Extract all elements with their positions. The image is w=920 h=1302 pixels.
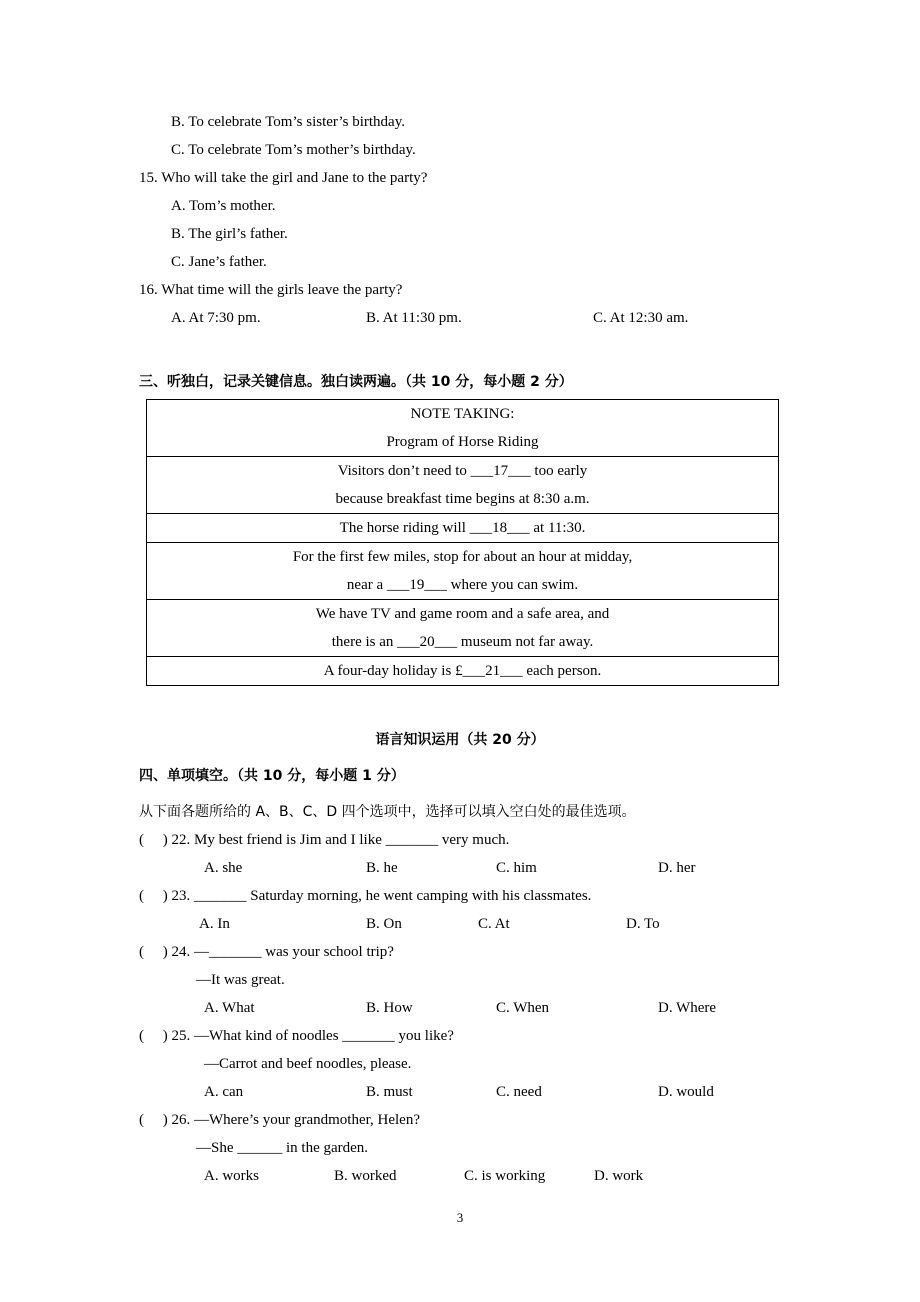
table-row xyxy=(147,400,779,457)
table-cell-line: Program of Horse Riding xyxy=(386,434,539,450)
q24-stem: ( ) 24. —_______ was your school trip? xyxy=(139,944,394,960)
q16-option-b: B. At 11:30 pm. xyxy=(366,310,462,326)
table-cell-line: Visitors don’t need to ___17___ too early xyxy=(337,463,588,479)
table-cell-line: A four-day holiday is £___21___ each person. xyxy=(323,663,602,679)
table-cell-line: near a ___19___ where you can swim. xyxy=(346,577,579,593)
table-row xyxy=(147,600,779,657)
q15-option-a: A. Tom’s mother. xyxy=(171,198,276,214)
section4-heading: 四、单项填空。（共 10 分，每小题 1 分） xyxy=(139,768,405,784)
q26-stem: ( ) 26. —Where’s your grandmother, Helen? xyxy=(139,1112,420,1128)
q22-stem: ( ) 22. My best friend is Jim and I like _______ very much. xyxy=(139,832,510,848)
table-cell-line: because breakfast time begins at 8:30 a.m. xyxy=(335,491,590,507)
q23-option-d: D. To xyxy=(626,916,660,932)
q26-reply: —She ______ in the garden. xyxy=(196,1140,369,1156)
q16-stem: 16. What time will the girls leave the party? xyxy=(139,282,403,298)
q15-option-c: C. Jane’s father. xyxy=(171,254,267,270)
q22-option-b: B. he xyxy=(366,860,398,876)
part-title: 语言知识运用（共 20 分） xyxy=(375,732,545,748)
q25-option-d: D. would xyxy=(658,1084,714,1100)
note-taking-table xyxy=(146,399,779,686)
table-cell-line: NOTE TAKING: xyxy=(410,406,515,422)
q25-reply: —Carrot and beef noodles, please. xyxy=(204,1056,412,1072)
q25-option-b: B. must xyxy=(366,1084,413,1100)
q25-option-c: C. need xyxy=(496,1084,542,1100)
q14-option-c: C. To celebrate Tom’s mother’s birthday. xyxy=(171,142,416,158)
q24-option-a: A. What xyxy=(204,1000,255,1016)
q26-option-b: B. worked xyxy=(334,1168,397,1184)
q24-option-c: C. When xyxy=(496,1000,550,1016)
table-cell-line: The horse riding will ___18___ at 11:30. xyxy=(339,520,586,536)
q24-reply: —It was great. xyxy=(196,972,285,988)
q25-option-a: A. can xyxy=(204,1084,244,1100)
q23-option-c: C. At xyxy=(478,916,510,932)
q23-stem: ( ) 23. _______ Saturday morning, he went camping with his classmates. xyxy=(139,888,592,904)
q25-stem: ( ) 25. —What kind of noodles _______ you like? xyxy=(139,1028,454,1044)
q23-option-a: A. In xyxy=(199,916,230,932)
q24-option-d: D. Where xyxy=(658,1000,717,1016)
section3-heading: 三、听独白，记录关键信息。独白读两遍。（共 10 分，每小题 2 分） xyxy=(139,374,573,390)
q26-option-c: C. is working xyxy=(464,1168,546,1184)
q15-stem: 15. Who will take the girl and Jane to the party? xyxy=(139,170,428,186)
table-row xyxy=(147,543,779,600)
q14-option-b: B. To celebrate Tom’s sister’s birthday. xyxy=(171,114,405,130)
section4-instruction: 从下面各题所给的 A、B、C、D 四个选项中，选择可以填入空白处的最佳选项。 xyxy=(139,804,636,820)
table-row xyxy=(147,657,779,686)
q26-option-d: D. work xyxy=(594,1168,644,1184)
q22-option-a: A. she xyxy=(204,860,243,876)
table-row xyxy=(147,514,779,543)
table-row xyxy=(147,457,779,514)
q16-option-c: C. At 12:30 am. xyxy=(593,310,689,326)
q16-option-a: A. At 7:30 pm. xyxy=(171,310,261,326)
q22-option-d: D. her xyxy=(658,860,696,876)
q26-option-a: A. works xyxy=(204,1168,259,1184)
q15-option-b: B. The girl’s father. xyxy=(171,226,288,242)
table-cell-line: We have TV and game room and a safe area, and xyxy=(315,606,610,622)
table-cell-line: there is an ___20___ museum not far away. xyxy=(331,634,594,650)
table-cell-line: For the first few miles, stop for about an hour at midday, xyxy=(292,549,633,565)
page-number: 3 xyxy=(456,1210,464,1225)
q24-option-b: B. How xyxy=(366,1000,413,1016)
q23-option-b: B. On xyxy=(366,916,402,932)
q22-option-c: C. him xyxy=(496,860,537,876)
